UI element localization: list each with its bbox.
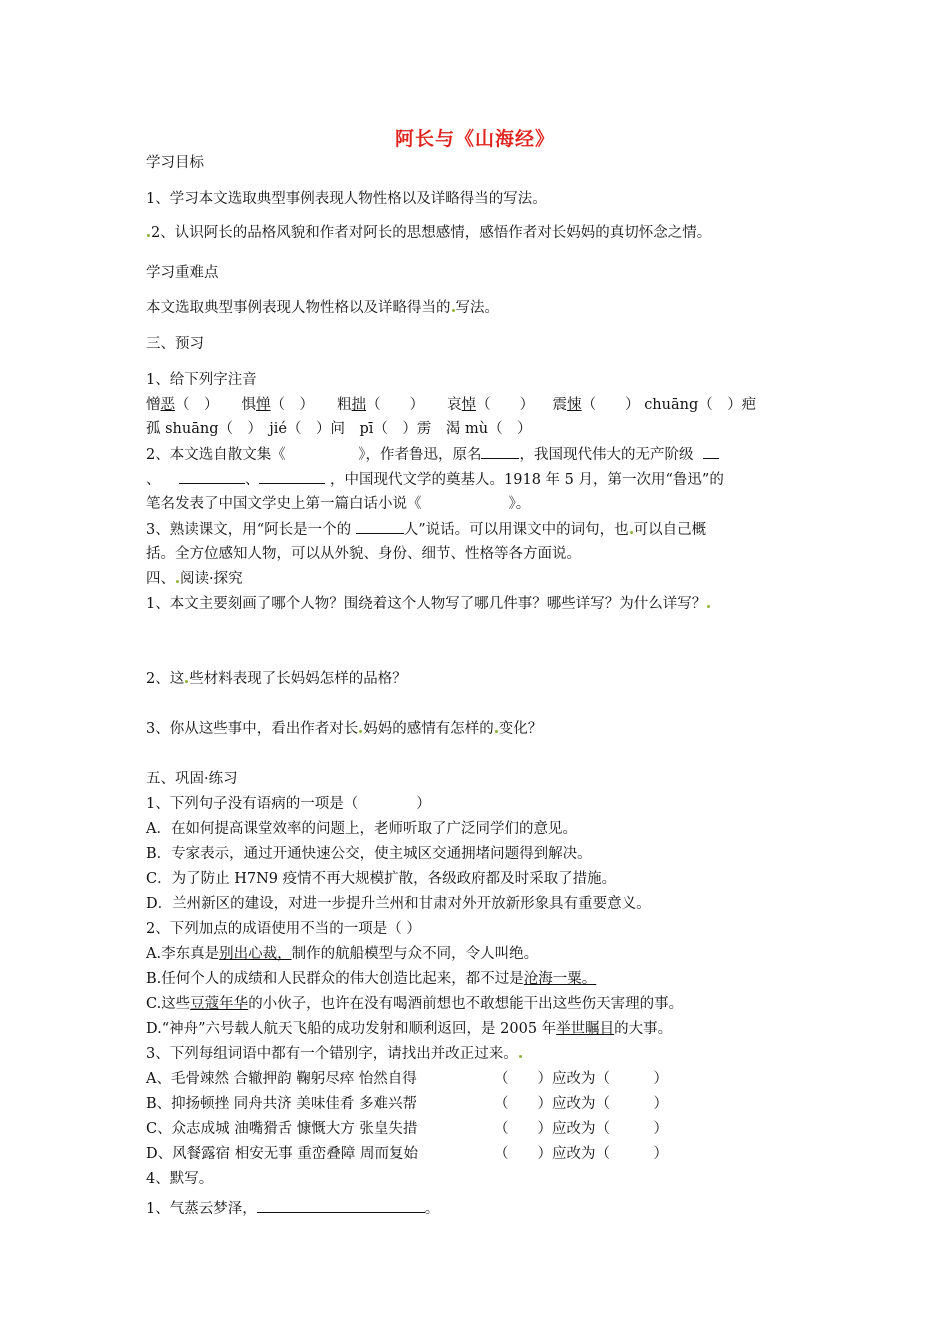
word-item: 惧惮（ ）	[241, 397, 315, 413]
preview-q3-line1: 3、熟读课文，用“阿长是一个的 人”说话。可以用课文中的词句，也 可以自己概	[146, 519, 706, 540]
practice-q1-option-d: D．兰州新区的建设，对进一步提升兰州和甘肃对外开放新形象具有重要意义。	[146, 896, 651, 912]
mark-dot	[519, 1055, 522, 1058]
section-heading-goals: 学习目标	[146, 155, 204, 171]
preview-q3-line2: 括。全方位感知人物，可以从外貌、身份、细节、性格等各方面说。	[146, 546, 581, 562]
reading-q2: 2、这 些材料表现了长妈妈怎样的品格？	[146, 671, 407, 687]
reading-q1: 1、本文主要刻画了哪个人物？围绕着这个人物写了哪几件事？哪些详写？为什么详写？	[146, 594, 711, 614]
reading-q3: 3、你从这些事中，看出作者对长 妈妈的感情有怎样的 变化？	[146, 721, 543, 737]
practice-q3-row-d: D、风餐露宿 相安无事 重峦叠障 周而复始 （ ）应改为（ ）	[146, 1146, 668, 1162]
section-heading-key-points: 学习重难点	[146, 265, 219, 281]
mark-dot	[707, 605, 710, 608]
goal-1: 1、学习本文选取典型事例表现人物性格以及详略得当的写法。	[146, 191, 547, 207]
recitation-1: 1、气蒸云梦泽， 。	[146, 1198, 439, 1219]
mark-dot	[176, 580, 179, 583]
practice-q1-option-a: A．在如何提高课堂效率的问题上，老师听取了广泛同学们的意见。	[146, 821, 577, 837]
practice-q2-option-a: A.李东真是别出心裁，制作的航船模型与众不同，令人叫绝。	[146, 946, 539, 962]
practice-q2-option-c: C.这些豆蔻年华的小伙子，也许在没有喝酒前想也不敢想能干出这些伤天害理的事。	[146, 996, 684, 1012]
mark-dot	[147, 234, 150, 237]
answer-blank	[179, 469, 245, 484]
section-heading-practice: 五、巩固·练习	[146, 771, 238, 787]
section-heading-preview: 三、预习	[146, 336, 204, 352]
section-heading-reading: 四、 阅读·探究	[146, 571, 243, 587]
answer-blank	[257, 1198, 425, 1213]
mark-dot	[452, 309, 455, 312]
preview-q1: 1、给下列字注音	[146, 372, 257, 388]
mark-dot	[495, 730, 498, 733]
pinyin-row-1	[146, 395, 756, 415]
practice-q3: 3、下列每组词语中都有一个错别字，请找出并改正过来。	[146, 1044, 523, 1064]
mark-dot	[630, 531, 633, 534]
word-item: 震悚（ ）	[552, 397, 640, 413]
word-item: 哀悼（ ）	[447, 397, 535, 413]
preview-q2-line3: 笔名发表了中国文学史上第一篇白话小说《 》。	[146, 496, 531, 512]
goal-2: 2、认识阿长的品格风貌和作者对阿长的思想感情，感悟作者对长妈妈的真切怀念之情。	[146, 223, 711, 243]
mark-dot	[185, 680, 188, 683]
preview-q2-line2: 、 、 ，中国现代文学的奠基人。1918 年 5 月，第一次用“鲁迅”的	[146, 469, 724, 490]
key-points-text: 本文选取典型事例表现人物性格以及详略得当的 写法。	[146, 300, 499, 316]
word-item: 憎恶（ ）	[146, 397, 219, 413]
practice-q2: 2、下列加点的成语使用不当的一项是（ ）	[146, 921, 421, 937]
practice-q4: 4、默写。	[146, 1171, 214, 1187]
word-item: 粗拙（ ）	[337, 397, 425, 413]
answer-blank	[703, 444, 719, 459]
practice-q3-row-a: A、毛骨竦然 合辙押韵 鞠躬尽瘁 怡然自得 （ ）应改为（ ）	[146, 1071, 668, 1087]
mark-dot	[359, 730, 362, 733]
preview-q2-line1: 2、本文选自散文集《 》，作者鲁迅，原名 ，我国现代伟大的无产阶级	[146, 444, 719, 465]
practice-q1-option-b: B．专家表示，通过开通快速公交，使主城区交通拥堵问题得到解决。	[146, 846, 592, 862]
practice-q3-row-c: C、众志成城 油嘴猾舌 慷慨大方 张皇失措 （ ）应改为（ ）	[146, 1121, 668, 1137]
pinyin-row-2: 孤 shuāng（ ） jié（ ）问 pī（ ）雳 渴 mù（ ）	[146, 421, 532, 437]
practice-q1-option-c: C．为了防止 H7N9 疫情不再大规模扩散，各级政府都及时采取了措施。	[146, 871, 617, 887]
practice-q3-row-b: B、抑扬顿挫 同舟共济 美味佳肴 多难兴帮 （ ）应改为（ ）	[146, 1096, 668, 1112]
page-title: 阿长与《山海经》	[394, 128, 555, 150]
practice-q2-option-d: D.“神舟”六号载人航天飞船的成功发射和顺利返回，是 2005 年举世瞩目的大事。	[146, 1021, 673, 1037]
answer-blank	[259, 469, 325, 484]
answer-blank	[481, 444, 519, 459]
practice-q1: 1、下列句子没有语病的一项是（ ）	[146, 796, 431, 812]
practice-q2-option-b: B.任何个人的成绩和人民群众的伟大创造比起来，都不过是沧海一粟。	[146, 971, 597, 987]
answer-blank	[356, 519, 404, 534]
word-item-tail: chuāng（ ）疤	[644, 397, 757, 413]
